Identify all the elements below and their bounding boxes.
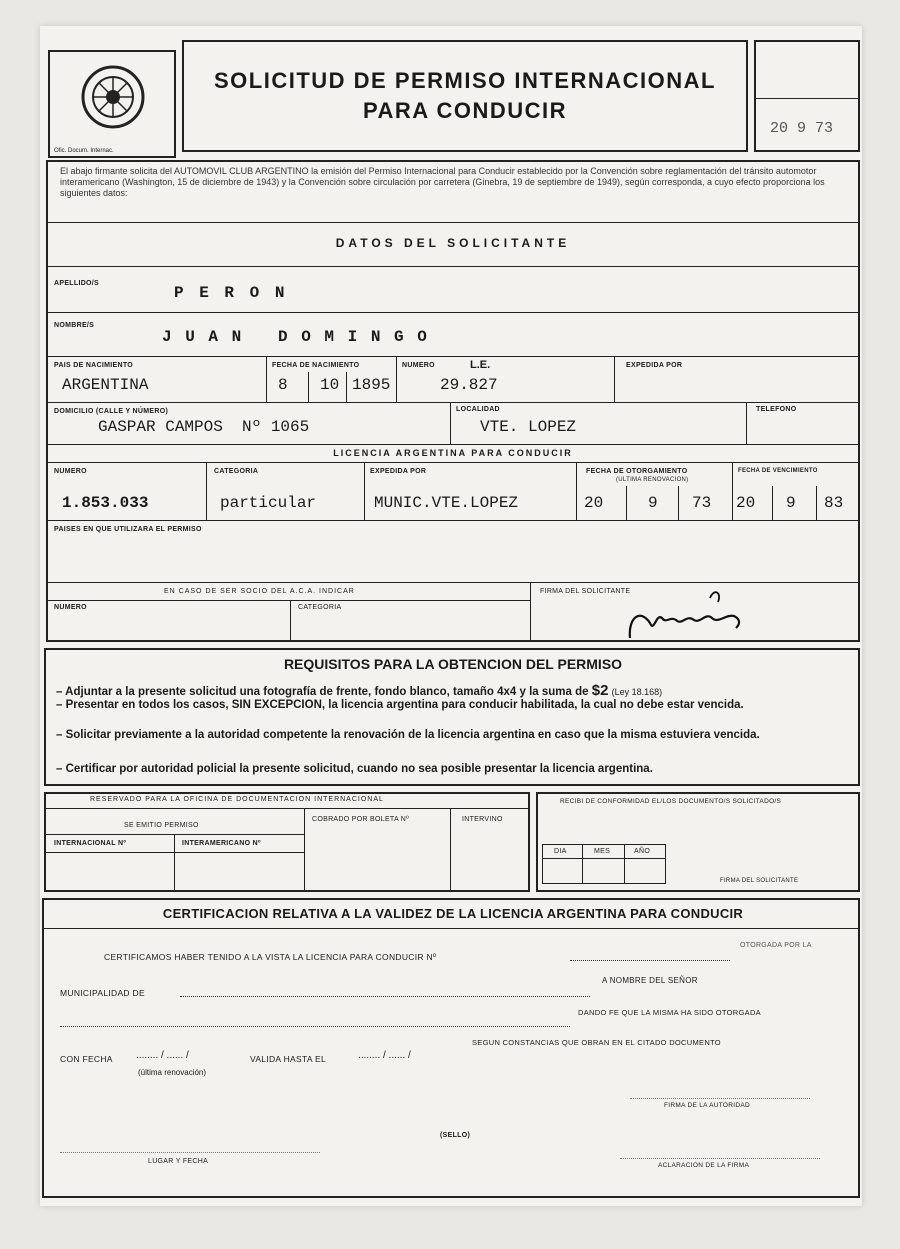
cert-title: CERTIFICACION RELATIVA A LA VALIDEZ DE LA LICENCIA ARGENTINA PARA CONDUCIR <box>162 906 744 921</box>
receipt-label: RECIBI DE CONFORMIDAD EL/LOS DOCUMENTO/S SOLICITADO/S <box>560 798 782 805</box>
form-title-line2: PARA CONDUCIR <box>362 98 568 123</box>
aca-emblem-icon <box>78 62 148 132</box>
section-license: LICENCIA ARGENTINA PARA CONDUCIR <box>333 448 573 458</box>
requirements-title: REQUISITOS PARA LA OBTENCION DEL PERMISO <box>283 656 623 672</box>
otorgamiento-sublabel: (ULTIMA RENOVACION) <box>616 477 689 483</box>
receipt-ano: AÑO <box>634 848 651 855</box>
office-intervino-label: INTERVINO <box>462 816 503 823</box>
logo-caption: Ofic. Docum. Internac. <box>54 148 114 154</box>
otorgamiento-ano: 73 <box>692 494 712 512</box>
cert-line2-a: MUNICIPALIDAD DE <box>60 988 145 998</box>
form-sheet <box>40 26 862 1206</box>
otorgamiento-dia: 20 <box>584 494 604 512</box>
cert-aclaracion: ACLARACION DE LA FIRMA <box>658 1162 750 1169</box>
licencia-expedida-value: MUNIC.VTE.LOPEZ <box>374 494 519 512</box>
intro-text: El abajo firmante solicita del AUTOMOVIL CLUB ARGENTINO la emisión del Permiso Internacional para Conducir establecido por la Convención sobre reglamentación del tránsito automotor interamericano (Washington, 15 de diciembre de 1943) y la Convención sobre circulación por carretera (Ginebra, 19 de septiembre de 1949), según corresponda, a cuyo efecto proporciona los siguientes datos: <box>60 166 825 198</box>
cert-ultima-renovacion: (última renovación) <box>138 1068 207 1077</box>
localidad-value: VTE. LOPEZ <box>480 418 577 436</box>
localidad-label: LOCALIDAD <box>456 406 500 413</box>
numero-doc-value: 29.827 <box>440 376 498 394</box>
cert-lugar-fecha: LUGAR Y FECHA <box>148 1158 209 1165</box>
otorgamiento-label: FECHA DE OTORGAMIENTO <box>586 468 688 475</box>
fecha-nacimiento-label: FECHA DE NACIMIENTO <box>272 362 360 369</box>
vencimiento-ano: 83 <box>824 494 844 512</box>
cert-line1-a: CERTIFICAMOS HABER TENIDO A LA VISTA LA LICENCIA PARA CONDUCIR Nº <box>104 952 437 962</box>
cert-line4-b: VALIDA HASTA EL <box>250 1054 326 1064</box>
office-reserved-label: RESERVADO PARA LA OFICINA DE DOCUMENTACION INTERNACIONAL <box>90 796 384 803</box>
office-emitio-label: SE EMITIO PERMISO <box>124 822 199 829</box>
office-cobrado-label: COBRADO POR BOLETA Nº <box>312 816 410 823</box>
fecha-nacimiento-dia: 8 <box>278 376 288 394</box>
domicilio-value: GASPAR CAMPOS Nº 1065 <box>98 418 310 436</box>
stamp-box <box>754 40 860 152</box>
aca-numero-label: NUMERO <box>54 604 87 611</box>
cert-date-blank-2: ........ / ...... / <box>358 1050 411 1061</box>
cert-line4-c: SEGUN CONSTANCIAS QUE OBRAN EN EL CITADO DOCUMENTO <box>472 1038 721 1047</box>
office-internacional-label: INTERNACIONAL Nº <box>54 840 127 847</box>
domicilio-label: DOMICILIO (CALLE Y NÚMERO) <box>54 408 169 415</box>
requirement-item-1: – Adjuntar a la presente solicitud una fotografía de frente, fondo blanco, tamaño 4x4 y la suma de $2 (Ley 18.168) <box>56 682 663 699</box>
vencimiento-dia: 20 <box>736 494 756 512</box>
apellido-value: P E R O N <box>174 284 288 302</box>
categoria-label: CATEGORIA <box>214 468 259 475</box>
cert-line3: DANDO FE QUE LA MISMA HA SIDO OTORGADA <box>578 1008 761 1017</box>
certification-box <box>42 898 860 1198</box>
nombre-label: NOMBRE/S <box>54 322 95 329</box>
paises-label: PAISES EN QUE UTILIZARA EL PERMISO <box>54 526 202 533</box>
section-applicant: DATOS DEL SOLICITANTE <box>335 236 571 250</box>
vencimiento-mes: 9 <box>786 494 796 512</box>
categoria-value: particular <box>220 494 317 512</box>
numero-doc-mark: L.E. <box>470 359 491 371</box>
title-box <box>182 40 748 152</box>
cert-sello: (SELLO) <box>440 1132 471 1139</box>
fecha-nacimiento-mes: 10 <box>320 376 340 394</box>
licencia-expedida-label: EXPEDIDA POR <box>370 468 427 475</box>
otorgamiento-mes: 9 <box>648 494 658 512</box>
cert-line4-a: CON FECHA <box>60 1054 113 1064</box>
firma-solicitante-label: FIRMA DEL SOLICITANTE <box>540 588 631 595</box>
expedida-doc-label: EXPEDIDA POR <box>626 362 683 369</box>
pais-value: ARGENTINA <box>62 376 149 394</box>
requirement-item-2: – Presentar en todos los casos, SIN EXCEPCION, la licencia argentina para conducir habilitada, la cual no debe estar vencida. <box>56 699 744 711</box>
requirement-item-4: – Certificar por autoridad policial la presente solicitud, cuando no sea posible presentar la licencia argentina. <box>56 763 653 775</box>
cert-date-blank-1: ........ / ...... / <box>136 1050 189 1061</box>
licencia-numero-value: 1.853.033 <box>62 494 149 512</box>
logo-box <box>48 50 176 158</box>
requirement-law: (Ley 18.168) <box>611 687 663 697</box>
fecha-nacimiento-ano: 1895 <box>352 376 391 394</box>
aca-label: EN CASO DE SER SOCIO DEL A.C.A. INDICAR <box>164 588 355 595</box>
receipt-firma-label: FIRMA DEL SOLICITANTE <box>720 878 799 884</box>
receipt-dia: DIA <box>554 848 567 855</box>
cert-line2-b: A NOMBRE DEL SEÑOR <box>602 976 698 985</box>
telefono-label: TELEFONO <box>756 406 797 413</box>
applicant-signature-icon <box>610 578 760 648</box>
apellido-label: APELLIDO/S <box>54 280 100 287</box>
vencimiento-label: FECHA DE VENCIMIENTO <box>738 468 818 474</box>
requirement-item-3: – Solicitar previamente a la autoridad competente la renovación de la licencia argentina en caso que la misma estuviera vencida. <box>56 729 760 741</box>
applicant-block <box>46 160 860 642</box>
stamp-date: 20 9 73 <box>770 120 834 137</box>
numero-doc-label: NUMERO <box>402 362 435 369</box>
requirement-amount: $2 <box>591 682 609 699</box>
aca-categoria-label: CATEGORIA <box>298 604 342 611</box>
licencia-numero-label: NUMERO <box>54 468 87 475</box>
receipt-mes: MES <box>594 848 611 855</box>
cert-firma-autoridad: FIRMA DE LA AUTORIDAD <box>664 1102 751 1109</box>
pais-label: PAIS DE NACIMIENTO <box>54 362 134 369</box>
office-interamericano-label: INTERAMERICANO Nº <box>182 840 261 847</box>
cert-line1-b: OTORGADA POR LA <box>740 942 812 949</box>
form-title-line1: SOLICITUD DE PERMISO INTERNACIONAL <box>213 68 716 93</box>
nombre-value: J U A N D O M I N G O <box>162 328 429 346</box>
